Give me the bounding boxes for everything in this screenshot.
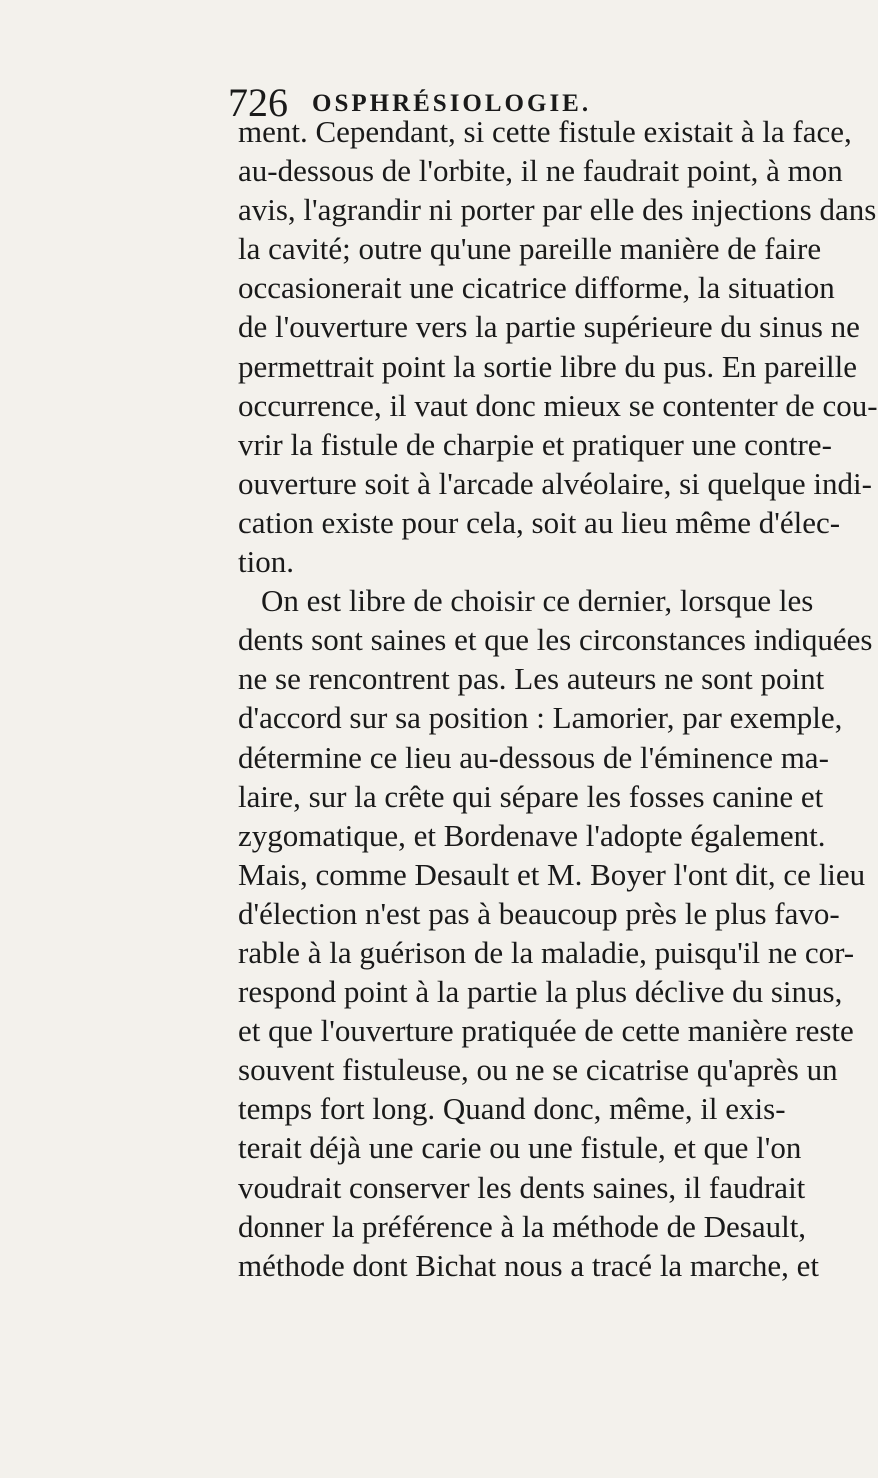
text-line: d'élection n'est pas à beaucoup près le plus favo- [238,895,840,931]
paragraph-end-line: tion. [238,544,294,580]
paragraph-start-line: On est libre de choisir ce dernier, lorsque les [261,583,814,619]
text-line: vrir la fistule de charpie et pratiquer une contre- [238,426,832,462]
text-line: occurrence, il vaut donc mieux se contenter de cou- [238,387,878,423]
text-line: zygomatique, et Bordenave l'adopte également. [238,817,826,853]
text-line: au-dessous de l'orbite, il ne faudrait point, à mon [238,153,843,189]
text-line: temps fort long. Quand donc, même, il exis- [238,1091,786,1127]
text-line: donner la préférence à la méthode de Desault, [238,1208,807,1244]
running-title: OSPHRÉSIOLOGIE. [312,90,592,117]
text-line: ment. Cependant, si cette fistule existait à la face, [238,114,852,149]
text-line: voudrait conserver les dents saines, il faudrait [238,1169,806,1205]
text-line: ne se rencontrent pas. Les auteurs ne sont point [238,661,825,697]
text-line: terait déjà une carie ou une fistule, et que l'on [238,1130,802,1166]
text-line: la cavité; outre qu'une pareille manière de faire [238,231,822,267]
text-line: ouverture soit à l'arcade alvéolaire, si quelque indi- [238,465,872,501]
text-line: dents sont saines et que les circonstances indiquées [238,622,873,658]
text-line: méthode dont Bichat nous a tracé la marche, et [238,1247,820,1283]
text-line: de l'ouverture vers la partie supérieure du sinus ne [238,309,860,345]
text-line: avis, l'agrandir ni porter par elle des injections dans [238,192,877,228]
body-text [238,112,878,1285]
text-line: respond point à la partie la plus déclive du sinus, [238,974,843,1010]
text-line: souvent fistuleuse, ou ne se cicatrise qu'après un [238,1052,838,1088]
text-line: permettrait point la sortie libre du pus. En pareille [238,348,857,384]
text-line: d'accord sur sa position : Lamorier, par exemple, [238,700,843,736]
page-number: 726 [228,80,288,125]
text-line: rable à la guérison de la maladie, puisqu'il ne cor- [238,934,855,970]
text-line: détermine ce lieu au-dessous de l'éminence ma- [238,739,829,775]
text-line: et que l'ouverture pratiquée de cette manière reste [238,1013,854,1049]
text-line: laire, sur la crête qui sépare les fosses canine et [238,778,824,814]
text-line: cation existe pour cela, soit au lieu même d'élec- [238,504,841,540]
text-line: occasionerait une cicatrice difforme, la situation [238,270,835,306]
text-line: Mais, comme Desault et M. Boyer l'ont dit, ce lieu [238,856,866,892]
